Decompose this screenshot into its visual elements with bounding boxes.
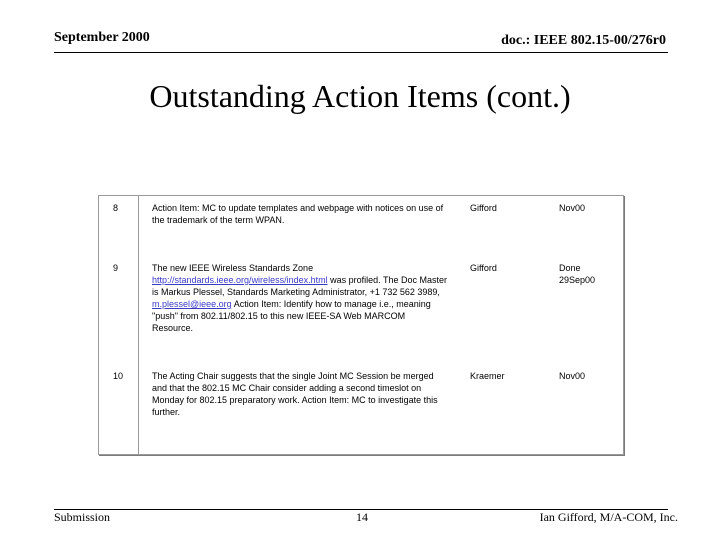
item-owner: Gifford [470, 203, 497, 213]
header-divider [54, 52, 668, 53]
slide-title: Outstanding Action Items (cont.) [149, 78, 571, 114]
description-text: was profiled. The Doc Master is Markus Plessel, Standards Marketing Administrator, +1 732 562 3989, [152, 275, 447, 297]
email-link[interactable]: m.plessel@ieee.org [152, 299, 232, 309]
header-doc-id: doc.: IEEE 802.15-00/276r0 [501, 33, 666, 48]
item-owner: Kraemer [470, 371, 505, 381]
description-text: The new IEEE Wireless Standards Zone [152, 263, 314, 273]
due-date: 29Sep00 [559, 275, 596, 285]
column-divider [138, 196, 139, 454]
action-items-table [98, 195, 624, 455]
item-description [152, 262, 447, 334]
item-due: Nov00 [559, 203, 586, 213]
item-number: 10 [113, 371, 124, 381]
item-number: 8 [113, 203, 119, 213]
header-date: September 2000 [54, 30, 150, 45]
description-text: Action Item: Identify how to manage i.e., meaning "push" from 802.11/802.15 to this new IEEE-SA Web MARCOM Resource. [152, 299, 431, 333]
item-due: Nov00 [559, 371, 586, 381]
item-owner: Gifford [470, 263, 497, 273]
footer-author: Ian Gifford, M/A-COM, Inc. [539, 510, 678, 524]
footer-submission: Submission [54, 510, 111, 524]
item-due [559, 262, 595, 286]
standards-zone-link[interactable]: http://standards.ieee.org/wireless/index.html [152, 275, 328, 285]
due-status: Done [559, 263, 581, 273]
page-number: 14 [356, 510, 368, 524]
item-number: 9 [113, 263, 119, 273]
item-description: Action Item: MC to update templates and webpage with notices on use of the trademark of the term WPAN. [152, 203, 444, 225]
item-description: The Acting Chair suggests that the single Joint MC Session be merged and that the 802.15 MC Chair consider adding a second timeslot on Monday for 802.15 preparatory work. Action Item: MC to investigate this further. [152, 371, 438, 417]
